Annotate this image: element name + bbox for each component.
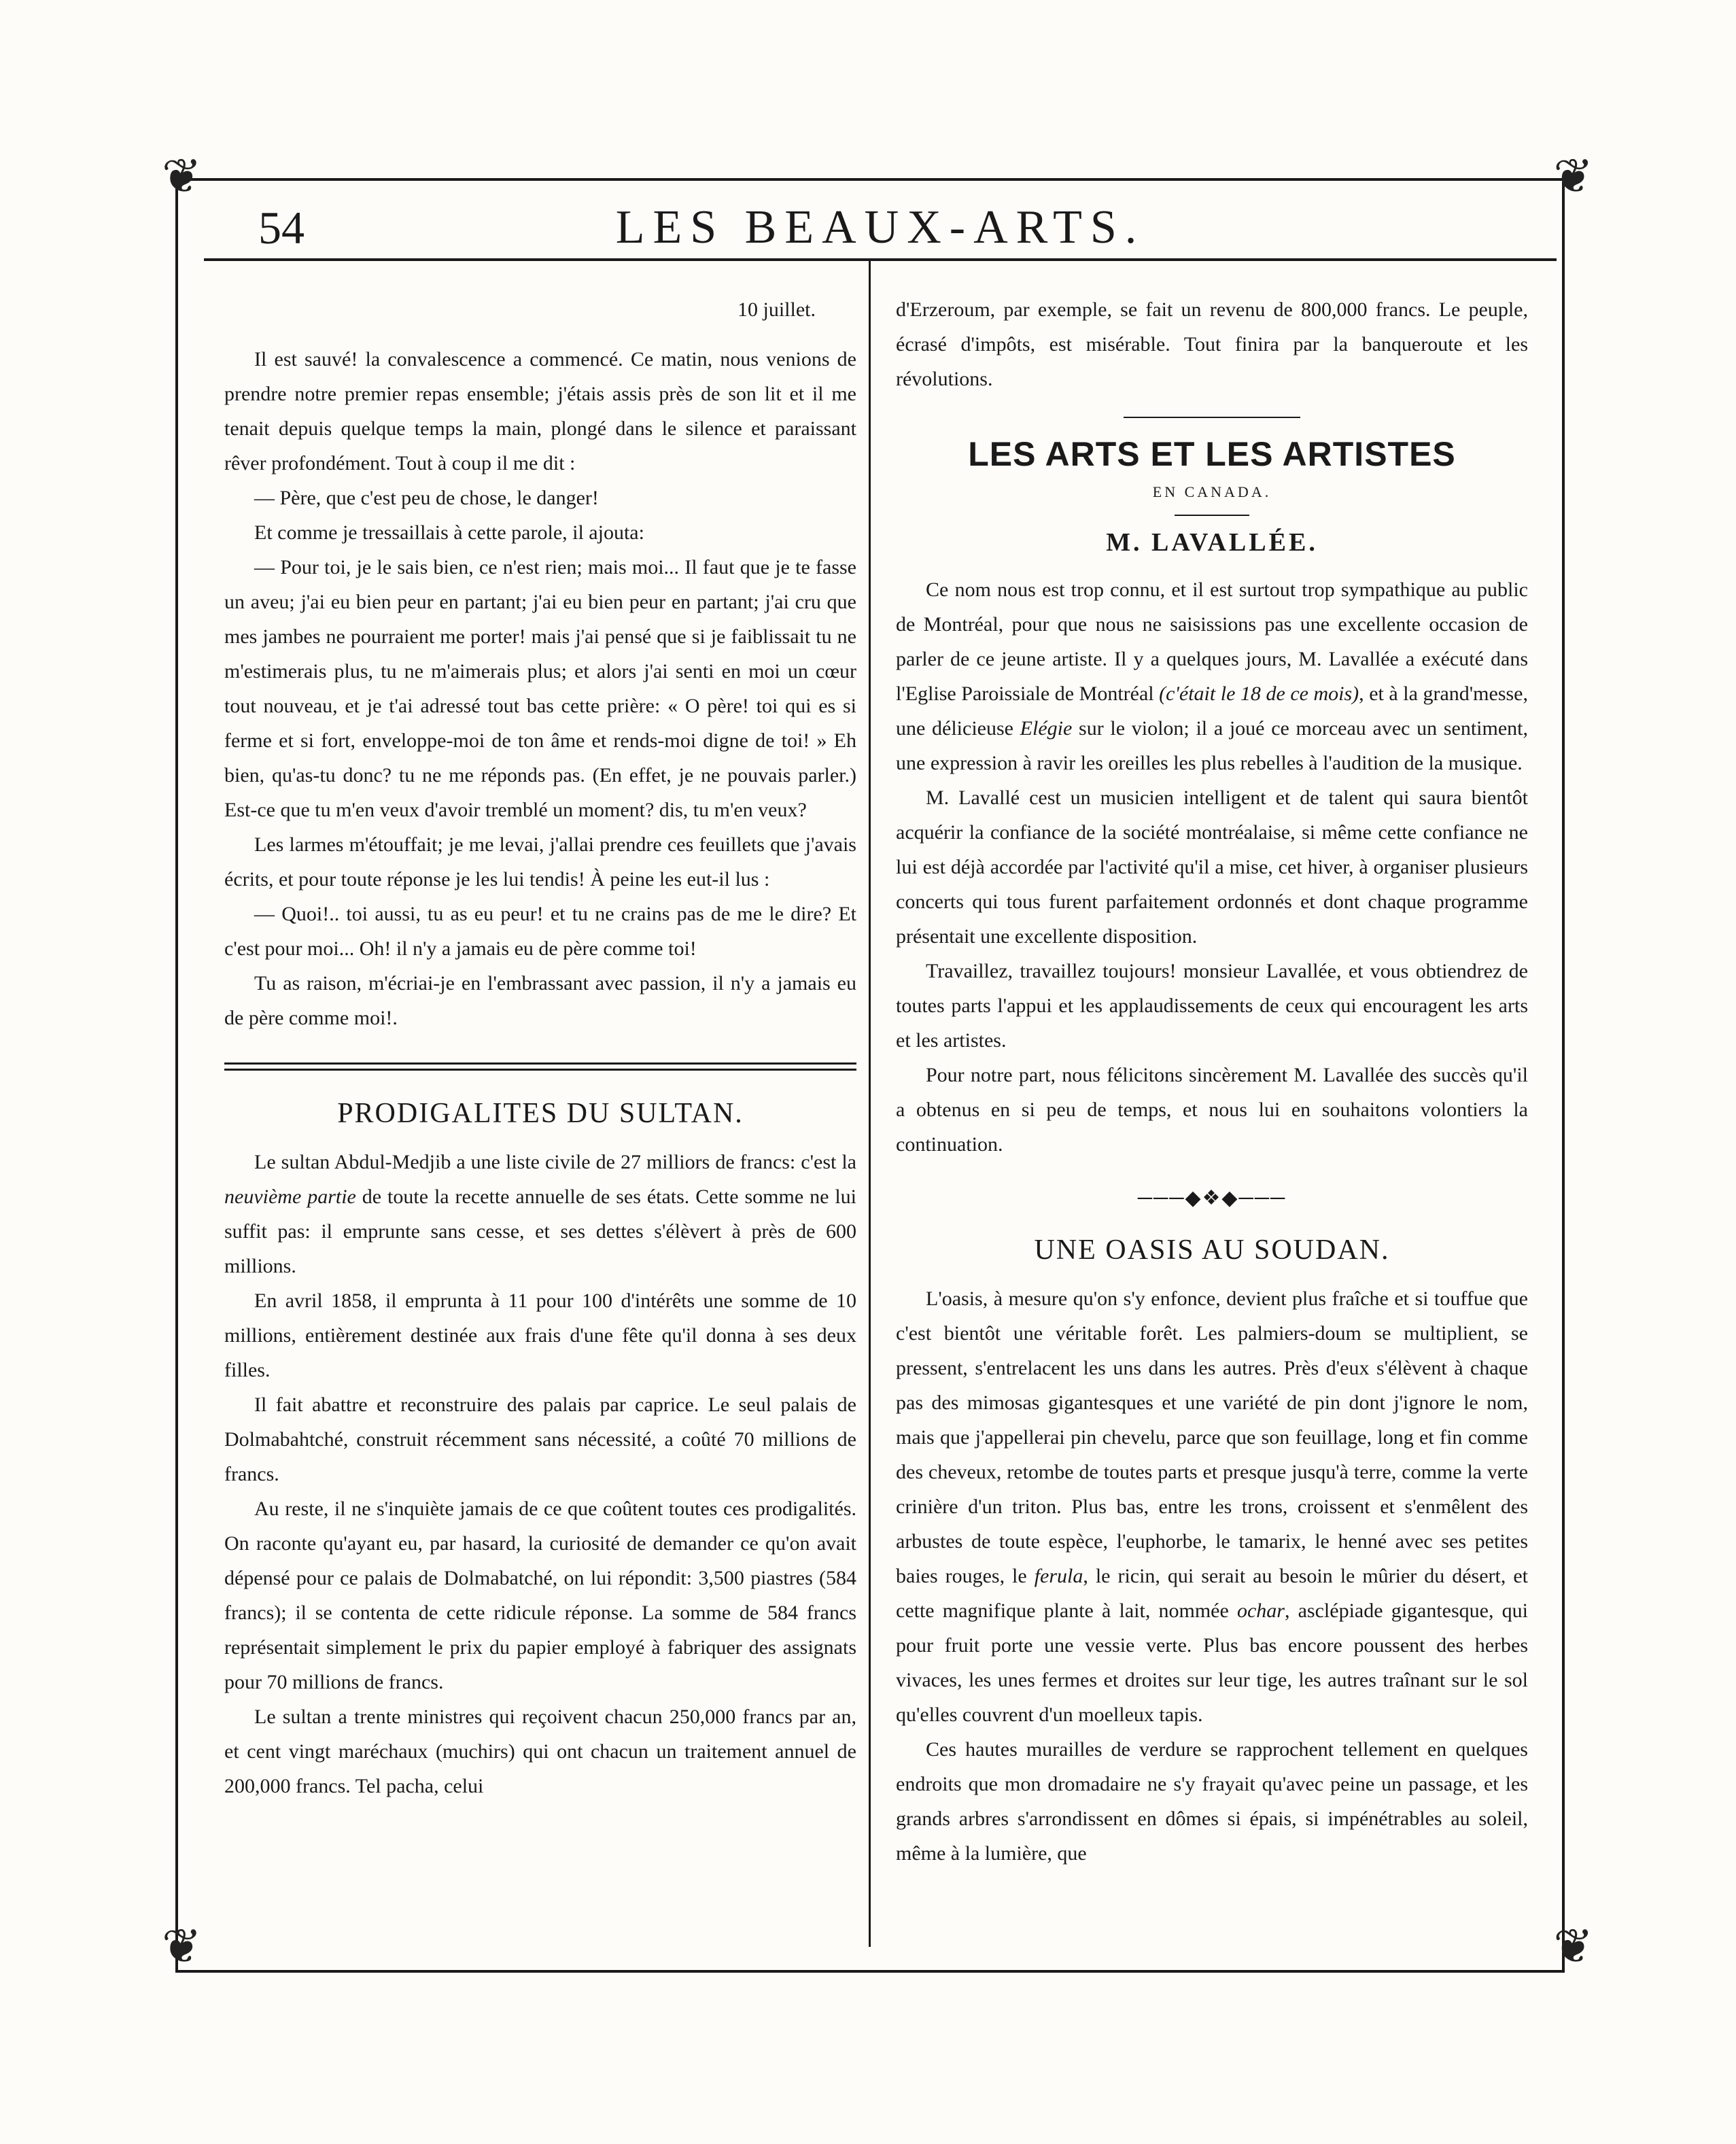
oasis-text: , asclépiade gigantesque, qui pour fruit porte une vessie verte. Plus bas encore poussent des herbes vivaces, les unes fermes et droites sur leur tige, les autres traînant sur le sol qu'elles couvrent d'un moelleux tapis. [896,1600,1528,1726]
sultan-paragraph [224,1145,856,1283]
arts-text: , et à la grand'messe, une délicieuse [896,682,1528,740]
subtitle-rule [1175,515,1249,516]
section-divider [224,1062,856,1071]
continuation-paragraph: d'Erzeroum, par exemple, se fait un revenu de 800,000 francs. Le peuple, écrasé d'impôts, est misérable. Tout finira par la banqueroute et les révolutions. [896,298,1528,390]
story-paragraph: Les larmes m'étouffait; je me levai, j'allai prendre ces feuillets que j'avais écrits, et pour toute réponse je les lui tendis! À peine les eut-il lus : [224,833,856,891]
story-paragraph: — Père, que c'est peu de chose, le danger! [254,487,599,509]
sultan-text: de toute la recette annuelle de ses états. Cette somme ne lui suffit pas: il emprunte sans cesse, et ses dettes s'élèvert à près de 600 millions. [224,1186,856,1277]
story-paragraph: — Pour toi, je le sais bien, ce n'est rien; mais moi... Il faut que je te fasse un aveu; j'ai eu bien peur en partant; j'ai eu bien peur en partant; j'ai cru que mes jambes ne pourraient me porter! mais j'ai pensé que si je faiblissait tu ne m'estimerais plus, tu ne m'aimerais plus; et alors j'ai senti en moi un cœur tout nouveau, et je t'ai adressé tout bas cette prière: « O père! toi qui es si ferme et si fort, enveloppe-moi de ton âme et rends-moi digne de toi! » Eh bien, qu'as-tu donc? tu ne me réponds pas. (En effet, je ne pouvais parler.) Est-ce que tu m'en veux d'avoir tremblé un moment? dis, tu m'en veux? [224,556,856,821]
sultan-title: PRODIGALITES DU SULTAN. [337,1098,744,1129]
sultan-paragraph: En avril 1858, il emprunta à 11 pour 100 d'intérêts une somme de 10 millions, entièrement destinée aux frais d'une fête qu'il donna à ses deux filles. [224,1290,856,1381]
story-paragraph: Tu as raison, m'écriai-je en l'embrassant avec passion, il n'y a jamais eu de père comme moi!. [224,972,856,1029]
sultan-paragraph: Le sultan a trente ministres qui reçoivent chacun 250,000 francs par an, et cent vingt maréchaux (muchirs) qui ont chacun un traitement annuel de 200,000 francs. Tel pacha, celui [224,1706,856,1797]
corner-ornament-bottom-right-icon: ❦ [1553,1921,1593,1973]
arts-paragraph: Pour notre part, nous félicitons sincèrement M. Lavallée des succès qu'il a obtenus en si peu de temps, et nous lui en souhaitons volontiers la continuation. [896,1064,1528,1156]
sultan-paragraph: Au reste, il ne s'inquiète jamais de ce que coûtent toutes ces prodigalités. On raconte qu'ayant eu, par hasard, la curiosité de demander ce qu'on avait dépensé pour ce palais de Dolmabatché, on lui répondit: 3,500 piastres (584 francs); il se contenta de cette ridicule réponse. La somme de 584 francs représentait simplement le prix du papier employé à fabriquer des assignats pour 70 millions de francs. [224,1498,856,1693]
story-paragraph: — Quoi!.. toi aussi, tu as eu peur! et tu ne crains pas de me le dire? Et c'est pour moi... Oh! il n'y a jamais eu de père comme toi! [224,903,856,960]
corner-ornament-top-left-icon: ❦ [162,151,202,203]
page-header [204,194,1557,262]
arts-paragraph: M. Lavallé cest un musicien intelligent et de talent qui saura bientôt acquérir la confiance de la société montréalaise, si même cette confiance ne lui est déjà accordée par l'activité qu'il a mise, cet hiver, à organiser plusieurs concerts qui tous furent parfaitement ordonnés et dont chaque programme présentait une excellente disposition. [896,786,1528,948]
header-rule [204,258,1557,261]
oasis-emphasis: ochar [1236,1600,1285,1622]
story-paragraph: Et comme je tressaillais à cette parole, il ajouta: [254,521,644,544]
left-column [224,292,856,1803]
arts-emphasis: Elégie [1020,717,1073,740]
oasis-emphasis: ferula [1034,1565,1083,1587]
arts-title: LES ARTS ET LES ARTISTES [968,435,1456,473]
arts-subtitle: EN CANADA. [1152,483,1272,500]
lavallee-title: M. LAVALLÉE. [1106,528,1318,557]
column-divider [869,261,871,1947]
oasis-paragraph: Ces hautes murailles de verdure se rapprochent tellement en quelques endroits que mon dromadaire ne s'y frayait qu'avec peine un passage, et les grands arbres s'arrondissent en dômes si épais, si impénétrables au soleil, même à la lumière, que [896,1738,1528,1865]
page-number: 54 [258,202,305,254]
arts-paragraph: Travaillez, travaillez toujours! monsieur Lavallée, et vous obtiendrez de toutes parts l'appui et les applaudissements de ceux qui encouragent les arts et les artistes. [896,960,1528,1052]
sultan-emphasis: neuvième partie [224,1186,356,1208]
oasis-text: L'oasis, à mesure qu'on s'y enfonce, devient plus fraîche et si touffue que c'est bientôt une véritable forêt. Les palmiers-doum se multiplient, se pressent, s'entrelacent les uns dans les autres. Près d'eux s'élèvent à chaque pas des mimosas gigantesques et une variété de pin dont j'ignore le nom, mais que j'appellerai pin chevelu, parce que son feuillage, long et fin comme des cheveux, retombe de toutes parts et presque jusqu'à terre, comme la verte crinière d'un triton. Plus bas, entre les trons, croissent et s'enmêlent des arbustes de toute espèce, l'euphorbe, le tamarix, le henné avec ses petites baies rouges, le [896,1287,1528,1587]
story-date: 10 juillet. [737,298,816,321]
sultan-paragraph: Il fait abattre et reconstruire des palais par caprice. Le seul palais de Dolmabahtché, construit récemment sans nécessité, a coûté 70 millions de francs. [224,1394,856,1485]
section-divider [1124,417,1300,418]
flourish-divider-icon: ───◆❖◆─── [1137,1187,1287,1209]
sultan-text: Le sultan Abdul-Medjib a une liste civile de 27 milliors de francs: c'est la [254,1151,856,1173]
corner-ornament-top-right-icon: ❦ [1553,151,1593,203]
arts-text: sur le violon; il a joué ce morceau avec un sentiment, une expression à ravir les oreilles les plus rebelles à l'audition de la musique. [896,717,1528,774]
right-column [896,292,1528,1871]
oasis-paragraph [896,1281,1528,1732]
arts-emphasis: (c'était le 18 de ce mois) [1159,682,1359,705]
arts-text: Ce nom nous est trop connu, et il est surtout trop sympathique au public de Montréal, pour que nous ne saisissions pas une excellente occasion de parler de ce jeune artiste. Il y a quelques jours, M. Lavallée a exécuté dans l'Eglise Paroissiale de Montréal [896,578,1528,705]
arts-paragraph [896,572,1528,780]
corner-ornament-bottom-left-icon: ❦ [162,1921,202,1973]
oasis-text: , le ricin, qui serait au besoin le mûrier du désert, et cette magnifique plante à lait, nommée [896,1565,1528,1622]
journal-title: LES BEAUX-ARTS. [615,201,1145,254]
story-paragraph: Il est sauvé! la convalescence a commencé. Ce matin, nous venions de prendre notre premier repas ensemble; j'étais assis près de son lit et il me tenait depuis quelque temps la main, plongé dans le silence et paraissant rêver profondément. Tout à coup il me dit : [224,348,856,474]
oasis-title: UNE OASIS AU SOUDAN. [1034,1234,1390,1266]
